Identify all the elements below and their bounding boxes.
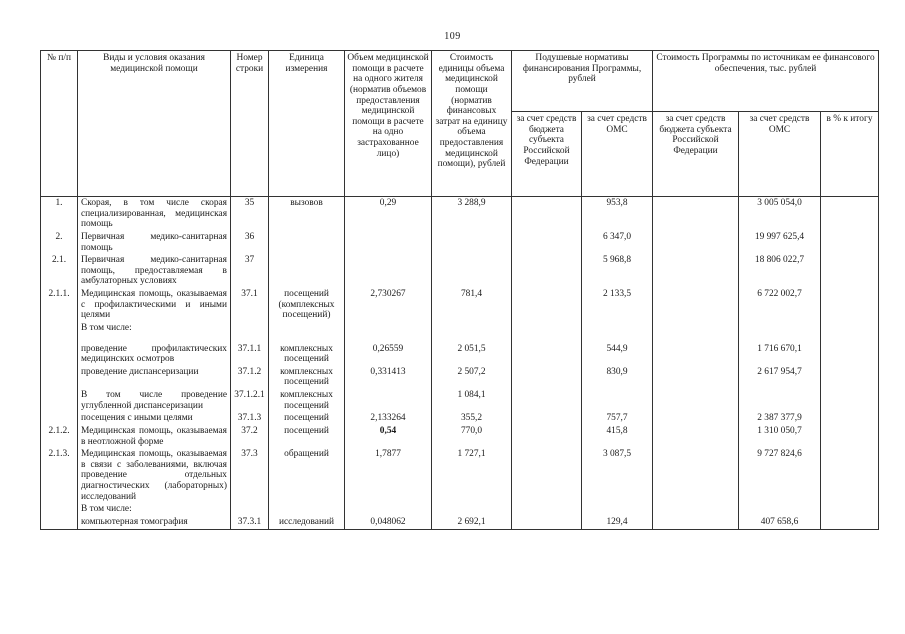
- row-pc-oms: [582, 322, 653, 335]
- row-pct: [821, 288, 879, 322]
- header-total: Стоимость Программы по источникам ее финансового обеспечения, тыс. рублей: [653, 51, 879, 112]
- row-line: 36: [231, 231, 269, 254]
- row-line: 37.3.1: [231, 516, 269, 529]
- row-pc-budget: [512, 389, 582, 412]
- row-volume: [345, 322, 432, 335]
- row-num: [41, 503, 78, 516]
- row-total-budget: [653, 412, 739, 425]
- row-total-oms: [739, 322, 821, 335]
- row-num: 2.1.1.: [41, 288, 78, 322]
- row-num: [41, 322, 78, 335]
- row-pct: [821, 503, 879, 516]
- row-unit: комплексных посещений: [269, 366, 345, 389]
- header-name: Виды и условия оказания медицинской помощи: [78, 51, 231, 197]
- row-pc-budget: [512, 425, 582, 448]
- row-cost: [432, 503, 512, 516]
- row-cost: 2 051,5: [432, 343, 512, 366]
- row-pct: [821, 516, 879, 529]
- row-cost: [432, 322, 512, 335]
- row-total-budget: [653, 425, 739, 448]
- row-total-budget: [653, 366, 739, 389]
- row-total-budget: [653, 288, 739, 322]
- row-pct: [821, 231, 879, 254]
- row-total-budget: [653, 503, 739, 516]
- row-total-oms: 6 722 002,7: [739, 288, 821, 322]
- row-pc-oms: 953,8: [582, 197, 653, 231]
- table-row: [41, 197, 879, 231]
- row-pc-oms: 415,8: [582, 425, 653, 448]
- header-line: Номер строки: [231, 51, 269, 197]
- row-total-oms: [739, 389, 821, 412]
- row-unit: посещений: [269, 425, 345, 448]
- row-num: [41, 412, 78, 425]
- row-num: 2.1.3.: [41, 448, 78, 503]
- row-unit: обращений: [269, 448, 345, 503]
- row-pct: [821, 425, 879, 448]
- row-pct: [821, 412, 879, 425]
- row-pc-budget: [512, 343, 582, 366]
- row-num: 2.: [41, 231, 78, 254]
- row-num: [41, 516, 78, 529]
- row-total-budget: [653, 322, 739, 335]
- page-number: 109: [444, 31, 461, 42]
- row-line: 37.1.1: [231, 343, 269, 366]
- table-row: [41, 322, 879, 335]
- table-row: [41, 343, 879, 366]
- row-pct: [821, 448, 879, 503]
- row-pct: [821, 343, 879, 366]
- row-total-oms: [739, 503, 821, 516]
- row-pct: [821, 322, 879, 335]
- header-unit: Единица измерения: [269, 51, 345, 197]
- row-name: посещения с иными целями: [78, 412, 231, 425]
- row-name: Первичная медико-санитарная помощь: [78, 231, 231, 254]
- row-unit: вызовов: [269, 197, 345, 231]
- header-volume: Объем медицинской помощи в расчете на одного жителя (норматив объемов предоставления медицинской помощи в расчете на одно застрахованное лицо): [345, 51, 432, 197]
- row-unit: комплексных посещений: [269, 343, 345, 366]
- row-pc-budget: [512, 412, 582, 425]
- row-pc-budget: [512, 516, 582, 529]
- row-num: 2.1.2.: [41, 425, 78, 448]
- row-total-budget: [653, 448, 739, 503]
- row-num: [41, 366, 78, 389]
- row-pc-oms: [582, 389, 653, 412]
- row-pc-oms: 2 133,5: [582, 288, 653, 322]
- row-total-budget: [653, 197, 739, 231]
- row-pc-oms: 6 347,0: [582, 231, 653, 254]
- row-total-oms: 19 997 625,4: [739, 231, 821, 254]
- row-volume: 0,29: [345, 197, 432, 231]
- row-line: 37.2: [231, 425, 269, 448]
- row-line: [231, 322, 269, 335]
- row-total-oms: 18 806 022,7: [739, 254, 821, 288]
- row-name: компьютерная томография: [78, 516, 231, 529]
- row-pc-budget: [512, 448, 582, 503]
- row-volume: 0,331413: [345, 366, 432, 389]
- row-unit: [269, 322, 345, 335]
- row-pc-oms: 3 087,5: [582, 448, 653, 503]
- row-volume: [345, 389, 432, 412]
- row-name: Медицинская помощь, оказываемая в неотложной форме: [78, 425, 231, 448]
- table-row: [41, 389, 879, 412]
- row-pc-oms: 757,7: [582, 412, 653, 425]
- row-pct: [821, 254, 879, 288]
- header-per-capita-oms: за счет средств ОМС: [582, 112, 653, 197]
- row-cost: 770,0: [432, 425, 512, 448]
- row-name: Скорая, в том числе скорая специализированная, медицинская помощь: [78, 197, 231, 231]
- row-unit: посещений (комплексных посещений): [269, 288, 345, 322]
- row-cost: [432, 231, 512, 254]
- row-name: проведение диспансеризации: [78, 366, 231, 389]
- header-num: № п/п: [41, 51, 78, 197]
- row-unit: комплексных посещений: [269, 389, 345, 412]
- row-cost: 355,2: [432, 412, 512, 425]
- row-pc-budget: [512, 366, 582, 389]
- row-pc-budget: [512, 254, 582, 288]
- row-pc-oms: 830,9: [582, 366, 653, 389]
- row-unit: [269, 503, 345, 516]
- row-line: 37.1.3: [231, 412, 269, 425]
- row-num: 1.: [41, 197, 78, 231]
- row-total-budget: [653, 231, 739, 254]
- row-total-oms: 2 617 954,7: [739, 366, 821, 389]
- row-total-oms: 9 727 824,6: [739, 448, 821, 503]
- row-cost: 1 727,1: [432, 448, 512, 503]
- row-cost: 2 692,1: [432, 516, 512, 529]
- row-pc-oms: 544,9: [582, 343, 653, 366]
- row-pc-oms: 129,4: [582, 516, 653, 529]
- row-line: 37.1: [231, 288, 269, 322]
- table-row: [41, 366, 879, 389]
- row-num: 2.1.: [41, 254, 78, 288]
- row-total-budget: [653, 516, 739, 529]
- row-cost: [432, 254, 512, 288]
- row-line: 35: [231, 197, 269, 231]
- row-total-budget: [653, 389, 739, 412]
- row-unit: исследований: [269, 516, 345, 529]
- row-cost: 1 084,1: [432, 389, 512, 412]
- row-volume: 0,048062: [345, 516, 432, 529]
- row-volume: 0,26559: [345, 343, 432, 366]
- table-row: [41, 425, 879, 448]
- row-line: [231, 503, 269, 516]
- row-num: [41, 389, 78, 412]
- row-total-oms: 2 387 377,9: [739, 412, 821, 425]
- row-total-oms: 1 310 050,7: [739, 425, 821, 448]
- row-pc-budget: [512, 288, 582, 322]
- header-per-capita: Подушевые нормативы финансирования Программы, рублей: [512, 51, 653, 112]
- row-pc-oms: 5 968,8: [582, 254, 653, 288]
- row-cost: 3 288,9: [432, 197, 512, 231]
- header-per-capita-budget: за счет средств бюджета субъекта Российской Федерации: [512, 112, 582, 197]
- row-total-budget: [653, 254, 739, 288]
- program-cost-table: [40, 50, 879, 530]
- row-line: 37.1.2.1: [231, 389, 269, 412]
- row-cost: 2 507,2: [432, 366, 512, 389]
- table-row: [41, 448, 879, 503]
- header-total-budget: за счет средств бюджета субъекта Российской Федерации: [653, 112, 739, 197]
- row-line: 37.1.2: [231, 366, 269, 389]
- row-pc-budget: [512, 503, 582, 516]
- row-pct: [821, 197, 879, 231]
- row-pct: [821, 389, 879, 412]
- row-name: Медицинская помощь, оказываемая в связи с заболеваниями, включая проведение отдельных диагностических (лабораторных) исследований: [78, 448, 231, 503]
- row-volume: 0,54: [345, 425, 432, 448]
- header-total-oms: за счет средств ОМС: [739, 112, 821, 197]
- row-volume: 2,133264: [345, 412, 432, 425]
- row-pc-oms: [582, 503, 653, 516]
- row-pct: [821, 366, 879, 389]
- table-row: [41, 288, 879, 322]
- table-row: [41, 231, 879, 254]
- row-unit: [269, 254, 345, 288]
- row-cost: 781,4: [432, 288, 512, 322]
- row-name: В том числе:: [78, 322, 231, 335]
- row-line: 37: [231, 254, 269, 288]
- row-name: Первичная медико-санитарная помощь, предоставляемая в амбулаторных условиях: [78, 254, 231, 288]
- row-total-oms: 407 658,6: [739, 516, 821, 529]
- row-pc-budget: [512, 231, 582, 254]
- spacer-row: [41, 335, 879, 343]
- row-volume: 1,7877: [345, 448, 432, 503]
- row-unit: посещений: [269, 412, 345, 425]
- table-row: [41, 412, 879, 425]
- row-total-oms: 3 005 054,0: [739, 197, 821, 231]
- row-pc-budget: [512, 322, 582, 335]
- row-name: В том числе проведение углубленной диспансеризации: [78, 389, 231, 412]
- row-total-budget: [653, 343, 739, 366]
- table-row: [41, 516, 879, 529]
- row-name: В том числе:: [78, 503, 231, 516]
- row-total-oms: 1 716 670,1: [739, 343, 821, 366]
- row-volume: 2,730267: [345, 288, 432, 322]
- row-volume: [345, 231, 432, 254]
- header-total-pct: в % к итогу: [821, 112, 879, 197]
- table-row: [41, 503, 879, 516]
- row-volume: [345, 254, 432, 288]
- row-name: проведение профилактических медицинских осмотров: [78, 343, 231, 366]
- row-volume: [345, 503, 432, 516]
- row-num: [41, 343, 78, 366]
- row-pc-budget: [512, 197, 582, 231]
- row-name: Медицинская помощь, оказываемая с профилактическими и иными целями: [78, 288, 231, 322]
- row-unit: [269, 231, 345, 254]
- header-cost: Стоимость единицы объема медицинской помощи (норматив финансовых затрат на единицу объема предоставления медицинской помощи), рублей: [432, 51, 512, 197]
- row-line: 37.3: [231, 448, 269, 503]
- table-row: [41, 254, 879, 288]
